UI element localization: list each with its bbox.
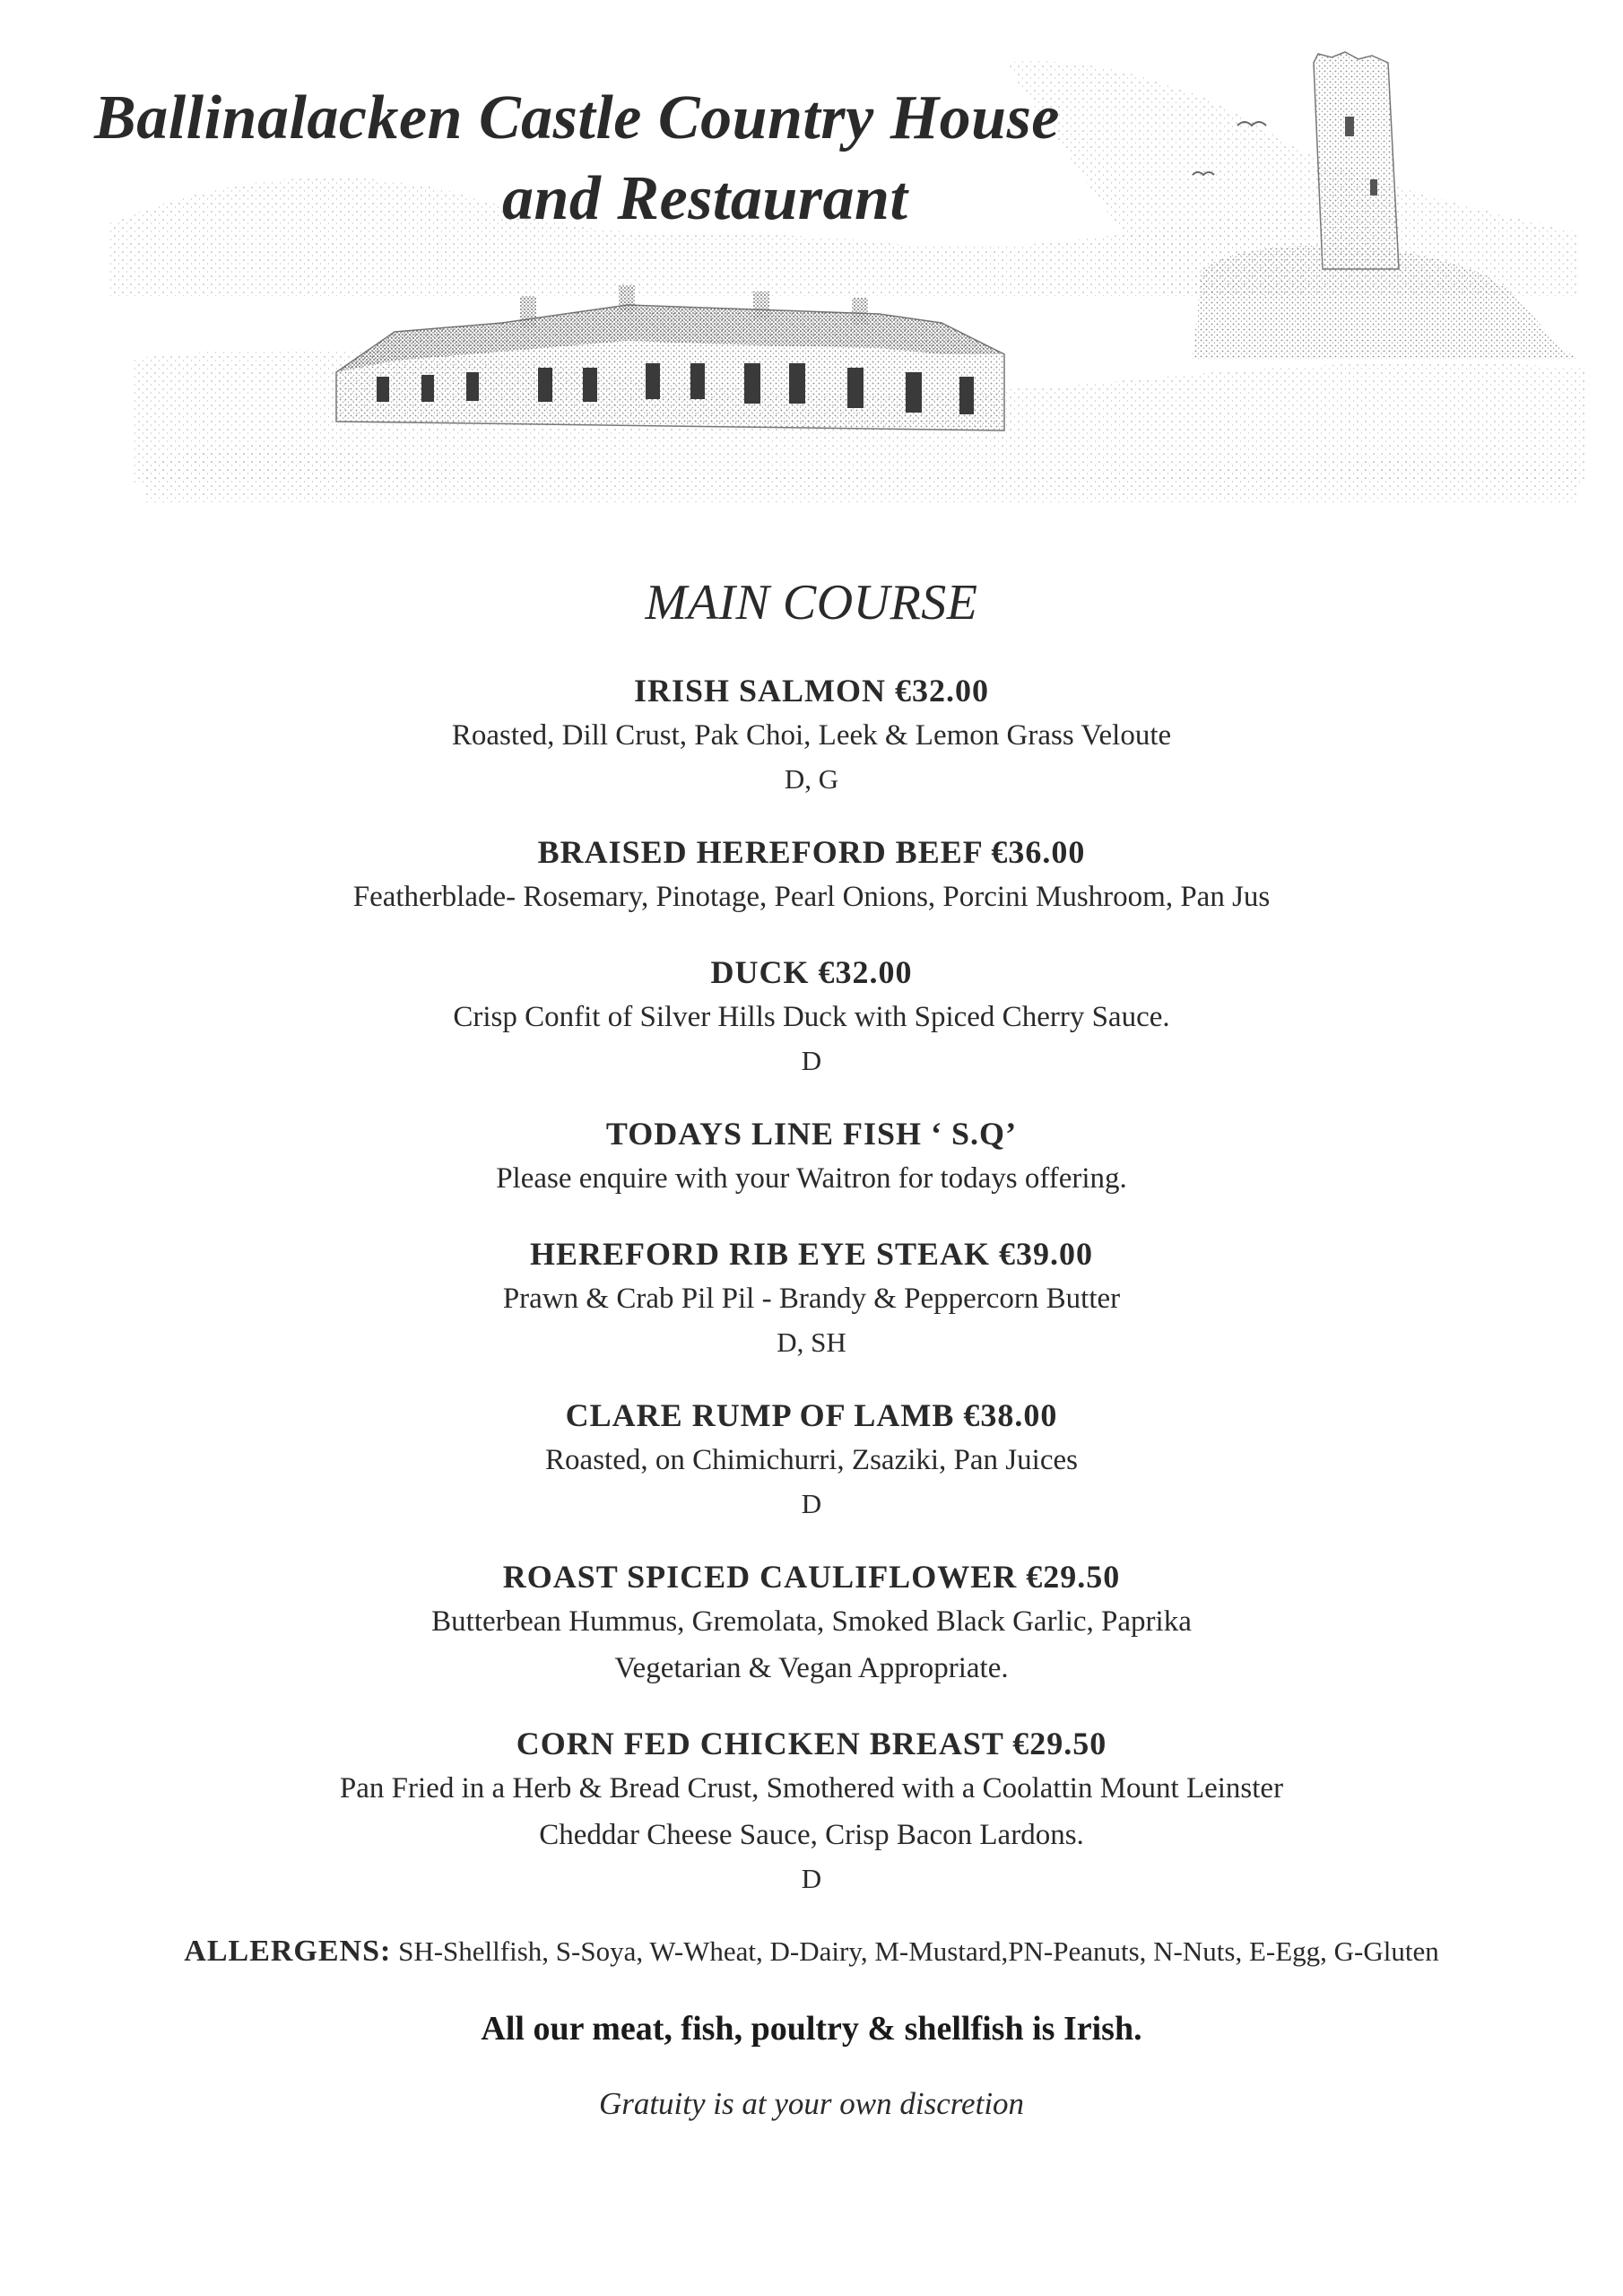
irish-statement: All our meat, fish, poultry & shellfish is Irish.: [481, 2010, 1142, 2048]
dish-corn-fed-chicken-breast: [0, 1722, 1623, 1900]
dish-description: Roasted, on Chimichurri, Zsaziki, Pan Juices: [545, 1444, 1078, 1476]
restaurant-title-line1: Ballinalacken Castle Country House: [94, 83, 1060, 152]
dish-description: Pan Fried in a Herb & Bread Crust, Smothered with a Coolattin Mount Leinster: [339, 1772, 1284, 1805]
dish-description: Butterbean Hummus, Gremolata, Smoked Black Garlic, Paprika: [431, 1605, 1192, 1638]
dish-allergens: D, SH: [777, 1326, 846, 1358]
dish-allergens: D: [801, 1045, 822, 1076]
menu: [0, 574, 1623, 2122]
restaurant-title-line2: and Restaurant: [502, 164, 908, 233]
dish-description: Crisp Confit of Silver Hills Duck with Spiced Cherry Sauce.: [453, 1001, 1170, 1033]
allergens-label: ALLERGENS:: [184, 1935, 392, 1968]
dish-irish-salmon: [0, 669, 1623, 800]
dish-name: ROAST SPICED CAULIFLOWER €29.50: [502, 1559, 1121, 1595]
dish-description: Featherblade- Rosemary, Pinotage, Pearl Onions, Porcini Mushroom, Pan Jus: [352, 881, 1271, 913]
dish-duck: [0, 951, 1623, 1082]
dish-name: CLARE RUMP OF LAMB €38.00: [565, 1397, 1058, 1433]
dish-clare-rump-of-lamb: [0, 1394, 1623, 1525]
section-title: MAIN COURSE: [645, 575, 978, 631]
allergens-text: SH-Shellfish, S-Soya, W-Wheat, D-Dairy, M-Mustard,PN-Peanuts, N-Nuts, E-Egg, G-Gluten: [391, 1935, 1439, 1967]
dish-name: IRISH SALMON €32.00: [633, 673, 990, 709]
dish-allergens: D: [801, 1488, 822, 1519]
dish-roast-spiced-cauliflower: [0, 1555, 1623, 1692]
header: [0, 0, 1623, 520]
dish-description: Prawn & Crab Pil Pil - Brandy & Peppercorn Butter: [502, 1283, 1121, 1315]
allergens-legend: [0, 1930, 1623, 1973]
dish-allergens: D: [801, 1863, 822, 1894]
dish-name: DUCK €32.00: [710, 954, 913, 990]
dish-todays-line-fish: [0, 1112, 1623, 1202]
dish-description: Please enquire with your Waitron for todays offering.: [496, 1162, 1127, 1195]
dish-name: CORN FED CHICKEN BREAST €29.50: [516, 1726, 1107, 1761]
gratuity-note: Gratuity is at your own discretion: [598, 2086, 1025, 2121]
dish-name: HEREFORD RIB EYE STEAK €39.00: [529, 1236, 1094, 1272]
dish-description: Vegetarian & Vegan Appropriate.: [614, 1652, 1009, 1684]
dish-braised-hereford-beef: [0, 831, 1623, 920]
dish-hereford-rib-eye-steak: [0, 1232, 1623, 1363]
castle-illustration: [0, 0, 1623, 520]
dish-name: TODAYS LINE FISH ‘ S.Q’: [605, 1116, 1018, 1152]
dish-name: BRAISED HEREFORD BEEF €36.00: [537, 834, 1086, 870]
dish-description: Cheddar Cheese Sauce, Crisp Bacon Lardons.: [539, 1819, 1084, 1851]
dish-allergens: D, G: [784, 763, 839, 795]
dish-description: Roasted, Dill Crust, Pak Choi, Leek & Lemon Grass Veloute: [451, 719, 1172, 752]
